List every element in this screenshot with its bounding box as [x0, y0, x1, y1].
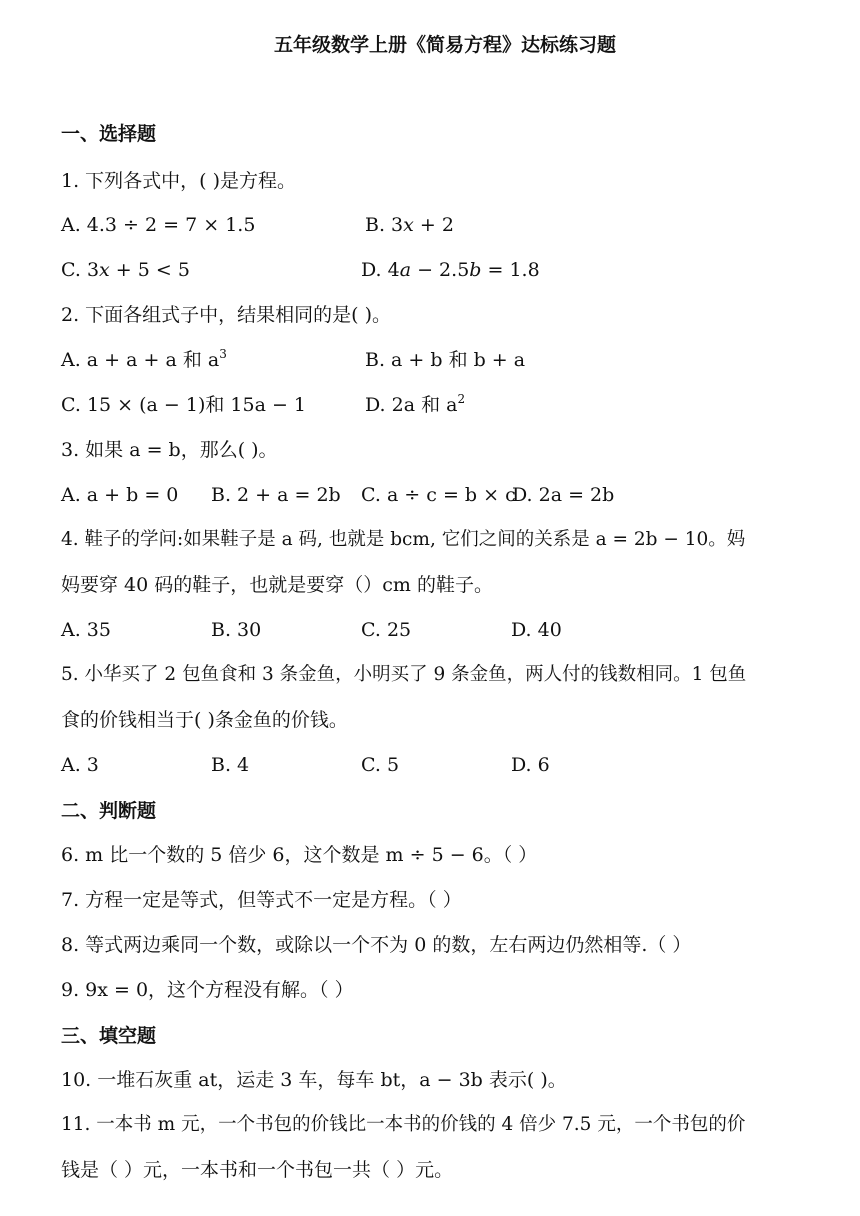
question-1-option-b: B. 3x + 2 — [365, 214, 454, 236]
question-2-option-d: D. 2a 和 $a^2$ — [365, 392, 466, 416]
question-1-option-a: A. 4.3 ÷ 2 = 7 × 1.5 — [61, 214, 256, 236]
question-3-option-a: A. a + b = 0 — [61, 484, 179, 506]
question-4-option-b: B. 30 — [211, 619, 262, 641]
question-9: 9. 9x = 0，这个方程没有解。（ ） — [61, 979, 354, 1001]
question-8: 8. 等式两边乘同一个数，或除以一个不为 0 的数，左右两边仍然相等.（ ） — [61, 934, 692, 956]
question-5-option-d: D. 6 — [511, 754, 550, 776]
question-4-stem-line-1: 4. 鞋子的学问:如果鞋子是 a 码, 也就是 bcm, 它们之间的关系是 a = 2b − 10。妈 — [61, 529, 746, 550]
question-1-option-d: D. 4a − 2.5b = 1.8 — [361, 259, 540, 281]
section-heading-choice: 一、选择题 — [61, 123, 157, 145]
question-3-stem: 3. 如果 a = b，那么( )。 — [61, 439, 278, 461]
question-2-stem: 2. 下面各组式子中，结果相同的是( )。 — [61, 304, 392, 326]
question-2-option-c: C. 15 × (a − 1)和 15a − 1 — [61, 394, 306, 416]
question-5-option-a: A. 3 — [61, 754, 99, 776]
question-3-option-d: D. 2a = 2b — [512, 484, 615, 506]
page-title: 五年级数学上册《简易方程》达标练习题 — [273, 34, 616, 56]
question-7: 7. 方程一定是等式，但等式不一定是方程。（ ） — [61, 889, 462, 911]
question-3-option-b: B. 2 + a = 2b — [211, 484, 341, 506]
question-4-stem-line-2: 妈要穿 40 码的鞋子，也就是要穿（）cm 的鞋子。 — [61, 574, 493, 596]
section-heading-judge: 二、判断题 — [61, 800, 157, 822]
question-1-stem: 1. 下列各式中，( )是方程。 — [61, 170, 297, 192]
question-4-option-c: C. 25 — [361, 619, 412, 641]
question-5-stem-line-2: 食的价钱相当于( )条金鱼的价钱。 — [61, 709, 348, 731]
question-11-line-1: 11. 一本书 m 元，一个书包的价钱比一本书的价钱的 4 倍少 7.5 元，一个书包的价 — [61, 1114, 746, 1135]
question-4-option-d: D. 40 — [511, 619, 562, 641]
question-2-option-b: B. a + b 和 b + a — [365, 349, 526, 371]
question-1-option-c: C. 3x + 5 < 5 — [61, 259, 190, 281]
question-5-stem-line-1: 5. 小华买了 2 包鱼食和 3 条金鱼，小明买了 9 条金鱼，两人付的钱数相同。1 包鱼 — [61, 664, 747, 685]
question-10: 10. 一堆石灰重 at，运走 3 车，每车 bt，a − 3b 表示( )。 — [61, 1069, 567, 1091]
question-6: 6. m 比一个数的 5 倍少 6，这个数是 m ÷ 5 − 6。（ ） — [61, 844, 538, 866]
section-heading-fill: 三、填空题 — [61, 1025, 157, 1047]
question-2-option-a: A. a + a + a 和 $a^3$ — [61, 347, 227, 371]
question-5-option-b: B. 4 — [211, 754, 250, 776]
question-5-option-c: C. 5 — [361, 754, 400, 776]
question-11-line-2: 钱是（ ）元，一本书和一个书包一共（ ）元。 — [61, 1159, 454, 1181]
question-3-option-c: C. a ÷ c = b × c — [361, 484, 516, 506]
question-4-option-a: A. 35 — [61, 619, 111, 641]
